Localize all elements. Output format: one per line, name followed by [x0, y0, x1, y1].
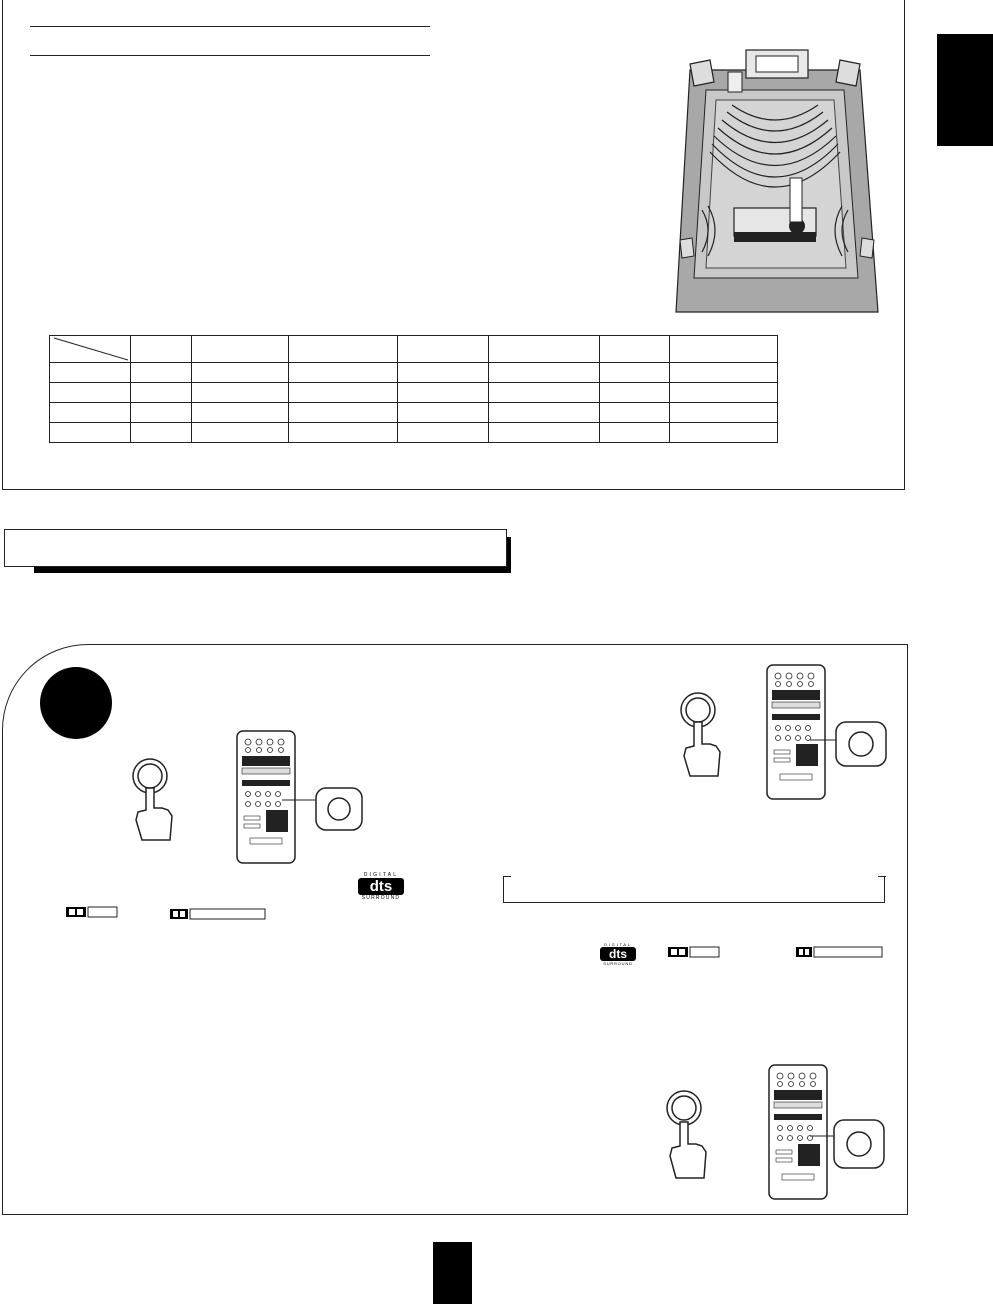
remote-callout-2	[798, 718, 894, 770]
heading-rule-top	[30, 26, 430, 27]
press-button-hand-icon-3	[664, 1090, 710, 1180]
page-number-block	[433, 1242, 472, 1304]
room-speaker-illustration	[672, 40, 884, 316]
dolby-digital-logo-2	[668, 946, 720, 958]
table-row	[50, 403, 778, 423]
table-header-row	[50, 336, 778, 363]
table-corner-cell	[50, 336, 131, 363]
heading-rule-bottom	[30, 55, 430, 56]
remote-callout-3	[800, 1116, 890, 1172]
remote-callout	[270, 784, 366, 832]
dolby-digital-logo	[66, 906, 118, 918]
dolby-pro-logic-logo	[170, 908, 266, 920]
section-header-box	[4, 529, 507, 567]
press-button-hand-icon-2	[678, 692, 724, 778]
table-row	[50, 363, 778, 383]
dts-logo: DIGITAL dts SURROUND	[358, 872, 404, 906]
table-row	[50, 423, 778, 443]
dolby-pro-logic-logo-2	[796, 946, 884, 958]
language-tab	[937, 34, 993, 146]
press-button-hand-icon	[128, 758, 176, 842]
subheading-bracket-box	[503, 876, 885, 903]
settings-table	[49, 335, 778, 443]
step-number-badge	[40, 667, 112, 739]
dts-logo-2: DIGITAL dts SURROUND	[600, 942, 636, 970]
table-row	[50, 383, 778, 403]
